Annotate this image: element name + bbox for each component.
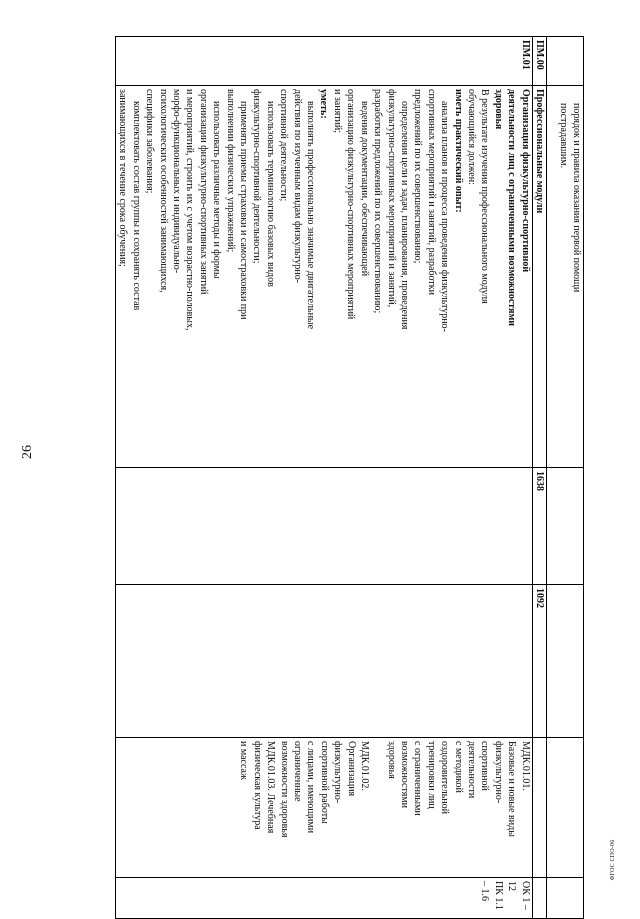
skill-line: комплектовать состав группы и сохранять состав	[130, 101, 142, 311]
competency-line: ОК 1 – 12	[506, 881, 531, 910]
course-line: и массаж	[238, 741, 250, 780]
course-line: оздоровительной	[439, 741, 451, 814]
course-line: с методикой	[452, 741, 464, 793]
interdisciplinary-courses	[116, 738, 533, 878]
section-title: Профессиональные модули	[532, 86, 546, 468]
experience-line: определения цели и задач, планирования, проведения	[398, 101, 410, 330]
table-cell	[547, 86, 584, 468]
course-line: Базовые и новые виды	[506, 741, 518, 837]
experience-line: и занятий;	[331, 89, 343, 134]
skill-line: организации физкультурно-спортивных занятий	[197, 89, 209, 295]
table-row	[116, 37, 533, 919]
skill-line: применять приемы страховки и самостраховки при	[238, 101, 250, 320]
competencies	[116, 878, 533, 919]
module-title-line: Организация физкультурно-спортивной	[519, 89, 531, 273]
skill-line: спортивной деятельности;	[278, 89, 290, 202]
course-line: физкультурно-	[492, 741, 504, 804]
module-code: ПМ.00	[532, 37, 546, 86]
footer-code: ФГОС СПО-06	[610, 839, 616, 881]
experience-line: предложений по их совершенствованию;	[412, 89, 424, 264]
skill-line: использовать терминологию базовых видов	[264, 101, 276, 287]
skill-line: использовать различные методы и формы	[211, 101, 223, 279]
course-line: МДК.01.02.	[359, 741, 371, 791]
table-row	[532, 37, 546, 919]
hours-required: 1092	[532, 585, 546, 738]
course-line: спортивной работы	[318, 741, 330, 824]
skill-line: занимающихся в течение срока обучения;	[117, 89, 129, 267]
course-line: ограниченные	[292, 741, 304, 802]
experience-line: разработки предложений по их совершенствованию;	[372, 89, 384, 314]
text-line: порядок и правила оказания первой помощи	[571, 103, 582, 293]
curriculum-table-wrapper	[60, 36, 584, 910]
skill-line: психологических особенностей занимающихся,	[157, 89, 169, 293]
skill-line: и мероприятий, строить их с учетом возрастно-половых,	[184, 89, 196, 331]
competency-line: ПК 1.1 – 1.6	[479, 881, 504, 910]
table-cell	[547, 738, 584, 878]
skill-line: выполнять профессионально значимые двигательные	[305, 101, 317, 330]
curriculum-table	[115, 36, 584, 919]
hours-max: 1638	[532, 468, 546, 585]
intro-line: обучающийся должен:	[465, 89, 477, 185]
experience-line: анализа планов и процесса проведения физкультурно-	[439, 101, 451, 332]
skill-line: действия по изученным видам физкультурно-	[291, 89, 303, 284]
course-line: спортивной	[479, 741, 491, 791]
experience-line: ведения документации, обеспечивающей	[358, 101, 370, 277]
course-line: МДК.01.03. Лечебная	[265, 741, 277, 834]
course-line: тренировки лиц	[425, 741, 437, 809]
course-line: возможности здоровья	[278, 741, 290, 838]
course-line: с ограниченными	[412, 741, 424, 816]
table-cell	[547, 585, 584, 738]
table-cell	[116, 585, 533, 738]
skill-line: морфо-функциональных и индивидуально-	[171, 89, 183, 274]
skill-line: специфики заболевания;	[144, 89, 156, 194]
skill-line: выполнении физических упражнений;	[224, 89, 236, 253]
experience-line: физкультурно-спортивных мероприятий и занятий,	[385, 89, 397, 308]
course-line: физкультурно-	[332, 741, 344, 804]
table-cell	[547, 37, 584, 86]
module-title-line: здоровья	[492, 89, 504, 130]
course-line: возможностями	[398, 741, 410, 809]
table-cell	[547, 468, 584, 585]
text-line: пострадавшим.	[557, 103, 569, 169]
page-number: 26	[20, 445, 35, 459]
experience-line: организацию физкультурно-спортивных мероприятий	[345, 89, 357, 320]
course-line: с лицами, имеющими	[305, 741, 317, 834]
table-cell	[532, 738, 546, 878]
course-line: здоровья	[385, 741, 397, 779]
experience-line: спортивных мероприятий и занятий, разработки	[425, 89, 437, 295]
table-cell	[532, 878, 546, 919]
module-content	[116, 86, 533, 468]
table-row	[547, 37, 584, 919]
table-cell	[547, 878, 584, 919]
course-line: Организация	[345, 741, 357, 797]
intro-line: В результате изучения профессионального модуля	[479, 89, 491, 304]
module-title-line: деятельности лиц с ограниченными возможностями	[506, 89, 518, 327]
experience-heading: иметь практический опыт:	[452, 89, 464, 213]
skill-line: физкультурно-спортивной деятельности;	[251, 89, 263, 264]
table-cell	[116, 468, 533, 585]
course-line: деятельности	[465, 741, 477, 799]
course-line: физическая культура	[251, 741, 263, 830]
skills-heading: уметь:	[318, 89, 330, 119]
course-line: МДК.01.01.	[519, 741, 531, 791]
module-code: ПМ.01	[116, 37, 533, 86]
